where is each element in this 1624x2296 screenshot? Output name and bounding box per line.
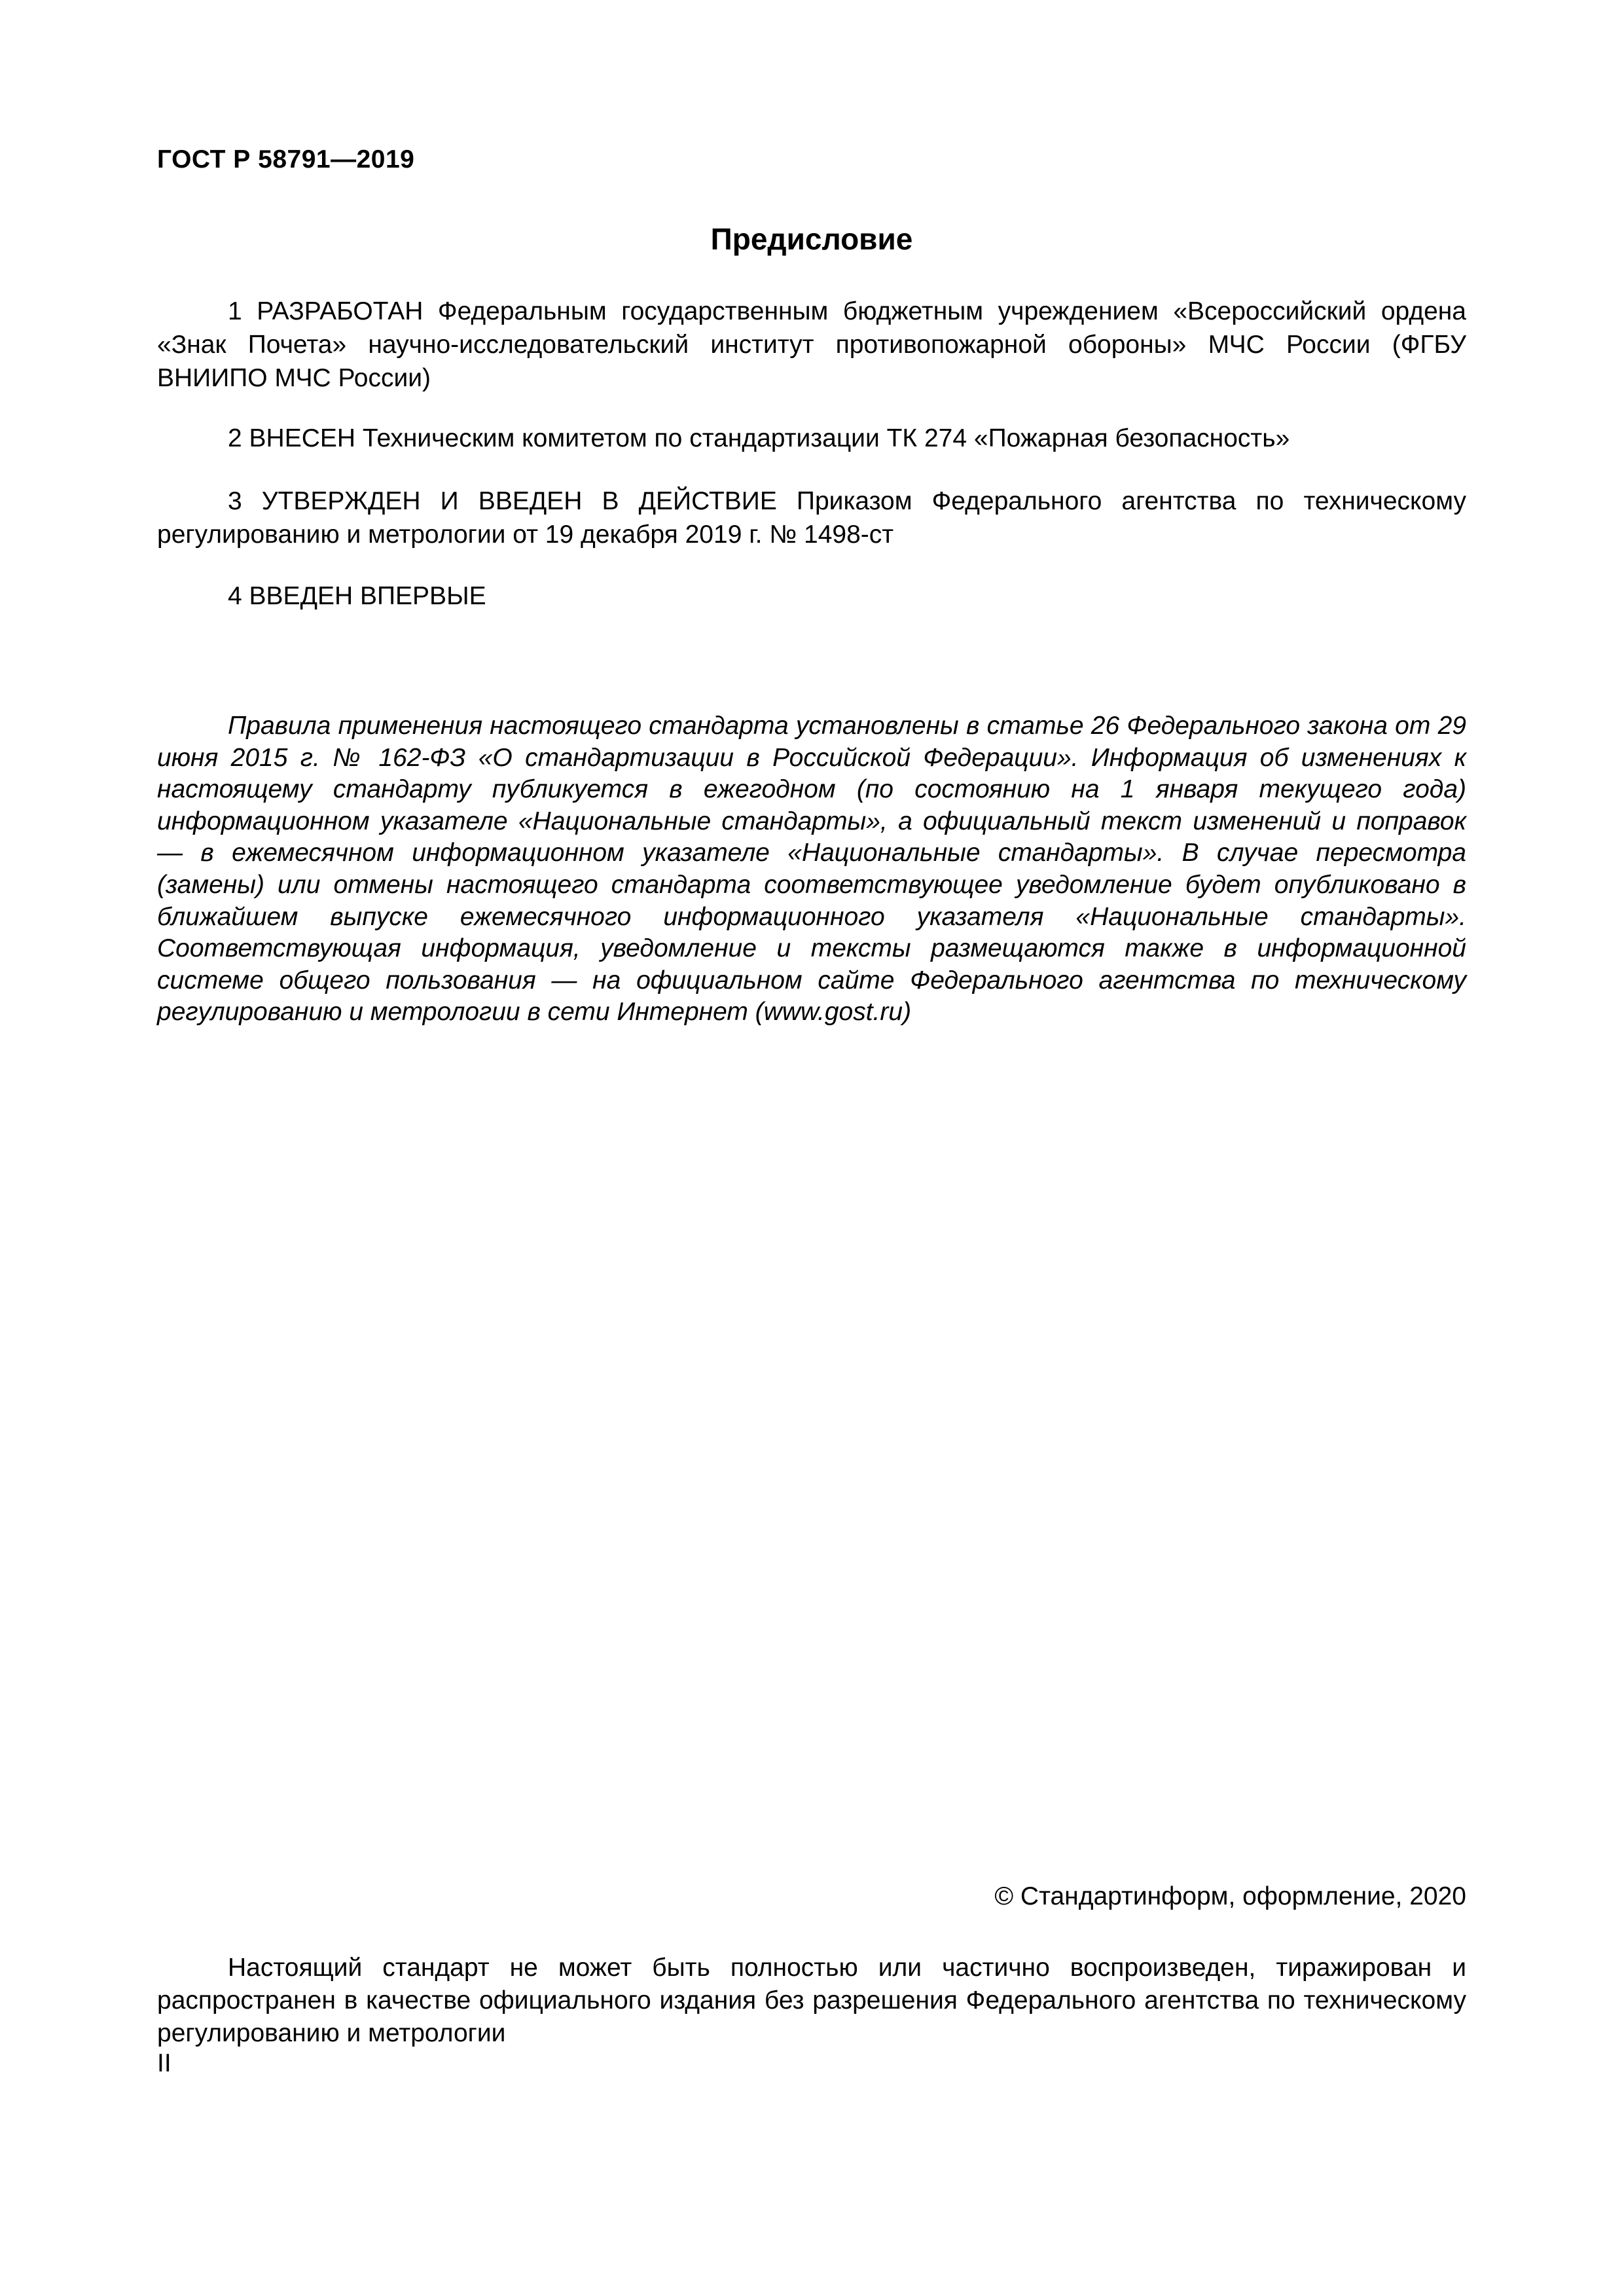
paragraph-developed-by: 1 РАЗРАБОТАН Федеральным государственным бюджетным учреждением «Всероссийский ордена «Знак Почета» научно-исследовательский институт противопожарной обороны» МЧС России (ФГБУ ВНИИПО МЧС России): [157, 297, 1466, 392]
copyright-notice: © Стандартинформ, оформление, 2020: [994, 1882, 1466, 1910]
document-code: ГОСТ Р 58791—2019: [157, 145, 415, 173]
reproduction-notice: Настоящий стандарт не может быть полностью или частично воспроизведен, тиражирован и распространен в качестве официального издания без разрешения Федерального агентства по техническому регулированию и метрологии: [157, 1954, 1466, 2047]
paragraph-introduced-by: 2 ВНЕСЕН Техническим комитетом по стандартизации ТК 274 «Пожарная безопасность»: [228, 424, 1290, 452]
page-title: Предисловие: [710, 222, 913, 256]
paragraph-first-introduced: 4 ВВЕДЕН ВПЕРВЫЕ: [228, 582, 486, 610]
page-number: II: [157, 2049, 171, 2077]
application-rules-notice: Правила применения настоящего стандарта установлены в статье 26 Федерального закона от 29 июня 2015 г. № 162-ФЗ «О стандартизации в Российской Федерации». Информация об изменениях к настоящему стандарту публикуется в ежегодном (по состоянию на 1 января текущего года) информационном указателе «Национальные стандарты», а официальный текст изменений и поправок — в ежемесячном информационном указателе «Национальные стандарты». В случае пересмотра (замены) или отмены настоящего стандарта соответствующее уведомление будет опубликовано в ближайшем выпуске ежемесячного информационного указателя «Национальные стандарты». Соответствующая информация, уведомление и тексты размещаются также в информационной системе общего пользования — на официальном сайте Федерального агентства по техническому регулированию и метрологии в сети Интернет (www.gost.ru): [157, 712, 1466, 1027]
paragraph-approved: 3 УТВЕРЖДЕН И ВВЕДЕН В ДЕЙСТВИЕ Приказом Федерального агентства по техническому регулированию и метрологии от 19 декабря 2019 г. № 1498-ст: [157, 487, 1466, 549]
